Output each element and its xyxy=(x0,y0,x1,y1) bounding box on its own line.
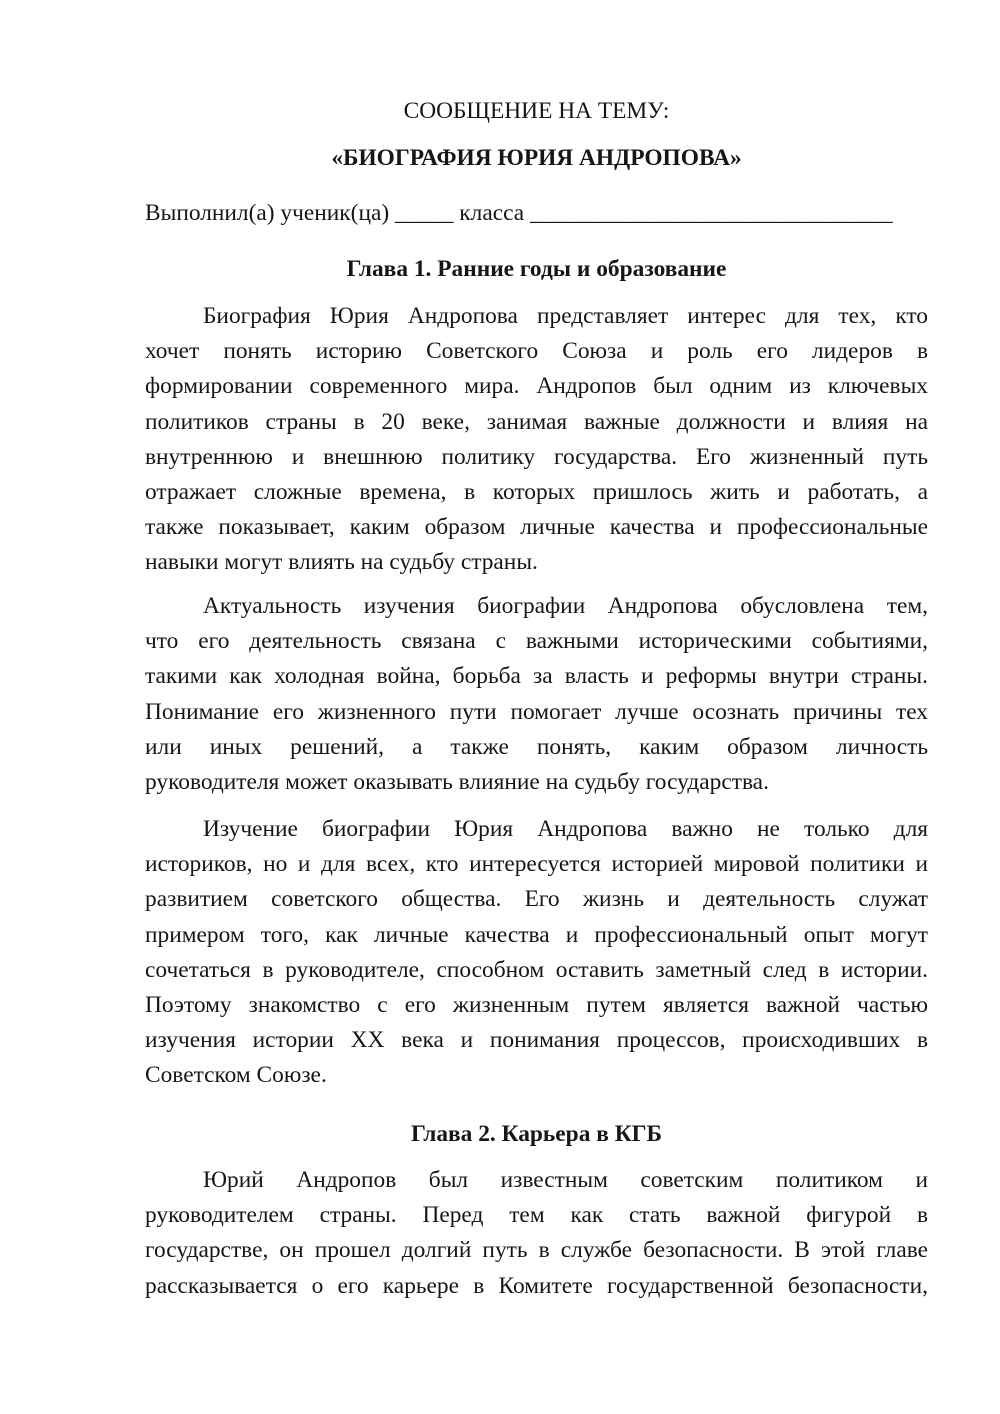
paragraph-line: руководителем страны. Перед тем как стать важной фигурой в xyxy=(145,1202,928,1229)
paragraph-line: Поэтому знакомство с его жизненным путем является важной частью xyxy=(145,991,928,1018)
paragraph-line: или иных решений, а также понять, каким образом личность xyxy=(145,733,928,760)
chapter-1-paragraph-2 xyxy=(145,591,928,802)
paragraph-line: политиков страны в 20 веке, занимая важные должности и влияя на xyxy=(145,408,928,435)
paragraph-line: государстве, он прошел долгий путь в службе безопасности. В этой главе xyxy=(145,1237,928,1264)
chapter-2-heading: Глава 2. Карьера в КГБ xyxy=(410,1121,663,1147)
paragraph-line: что его деятельность связана с важными историческими событиями, xyxy=(145,628,928,655)
paragraph-line: развитием советского общества. Его жизнь и деятельность служат xyxy=(145,886,928,913)
chapter-1-paragraph-3 xyxy=(145,814,928,1096)
page-content xyxy=(145,0,928,1414)
paragraph-line: Юрий Андропов был известным советским политиком и xyxy=(203,1167,928,1193)
paragraph-line: Советском Союзе. xyxy=(145,1062,327,1089)
document-title-line-1: СООБЩЕНИЕ НА ТЕМУ: xyxy=(403,98,670,124)
paragraph-line: Биография Юрия Андропова представляет интерес для тех, кто xyxy=(203,303,928,329)
paragraph-line: изучения истории XX века и понимания процессов, происходивших в xyxy=(145,1027,928,1054)
paragraph-line: формировании современного мира. Андропов был одним из ключевых xyxy=(145,373,928,400)
paragraph-line: руководителя может оказывать влияние на судьбу государства. xyxy=(145,768,769,795)
paragraph-line: Понимание его жизненного пути помогает лучше осознать причины тех xyxy=(145,698,928,725)
paragraph-line: рассказывается о его карьере в Комитете государственной безопасности, xyxy=(145,1272,928,1299)
paragraph-line: Изучение биографии Юрия Андропова важно не только для xyxy=(203,816,928,842)
paragraph-line: примером того, как личные качества и профессиональный опыт могут xyxy=(145,921,928,948)
paragraph-line: также показывает, каким образом личные качества и профессиональные xyxy=(145,514,928,541)
chapter-1-heading: Глава 1. Ранние годы и образование xyxy=(346,256,727,282)
paragraph-line: историков, но и для всех, кто интересуется историей мировой политики и xyxy=(145,851,928,878)
paragraph-line: сочетаться в руководителе, способном оставить заметный след в истории. xyxy=(145,956,928,983)
paragraph-line: такими как холодная война, борьба за власть и реформы внутри страны. xyxy=(145,663,928,690)
paragraph-line: внутреннюю и внешнюю политику государства. Его жизненный путь xyxy=(145,443,928,470)
paragraph-line: навыки могут влиять на судьбу страны. xyxy=(145,549,538,576)
paragraph-line: Актуальность изучения биографии Андропова обусловлена тем, xyxy=(203,593,928,619)
chapter-1-paragraph-1 xyxy=(145,301,928,583)
paragraph-line: отражает сложные времена, в которых пришлось жить и работать, а xyxy=(145,478,928,505)
chapter-2-paragraph-1 xyxy=(145,1165,928,1306)
paragraph-line: хочет понять историю Советского Союза и роль его лидеров в xyxy=(145,338,928,365)
document-title-line-2: «БИОГРАФИЯ ЮРИЯ АНДРОПОВА» xyxy=(331,145,742,171)
author-line: Выполнил(а) ученик(ца) _____ класса _______________________________ xyxy=(145,200,893,226)
